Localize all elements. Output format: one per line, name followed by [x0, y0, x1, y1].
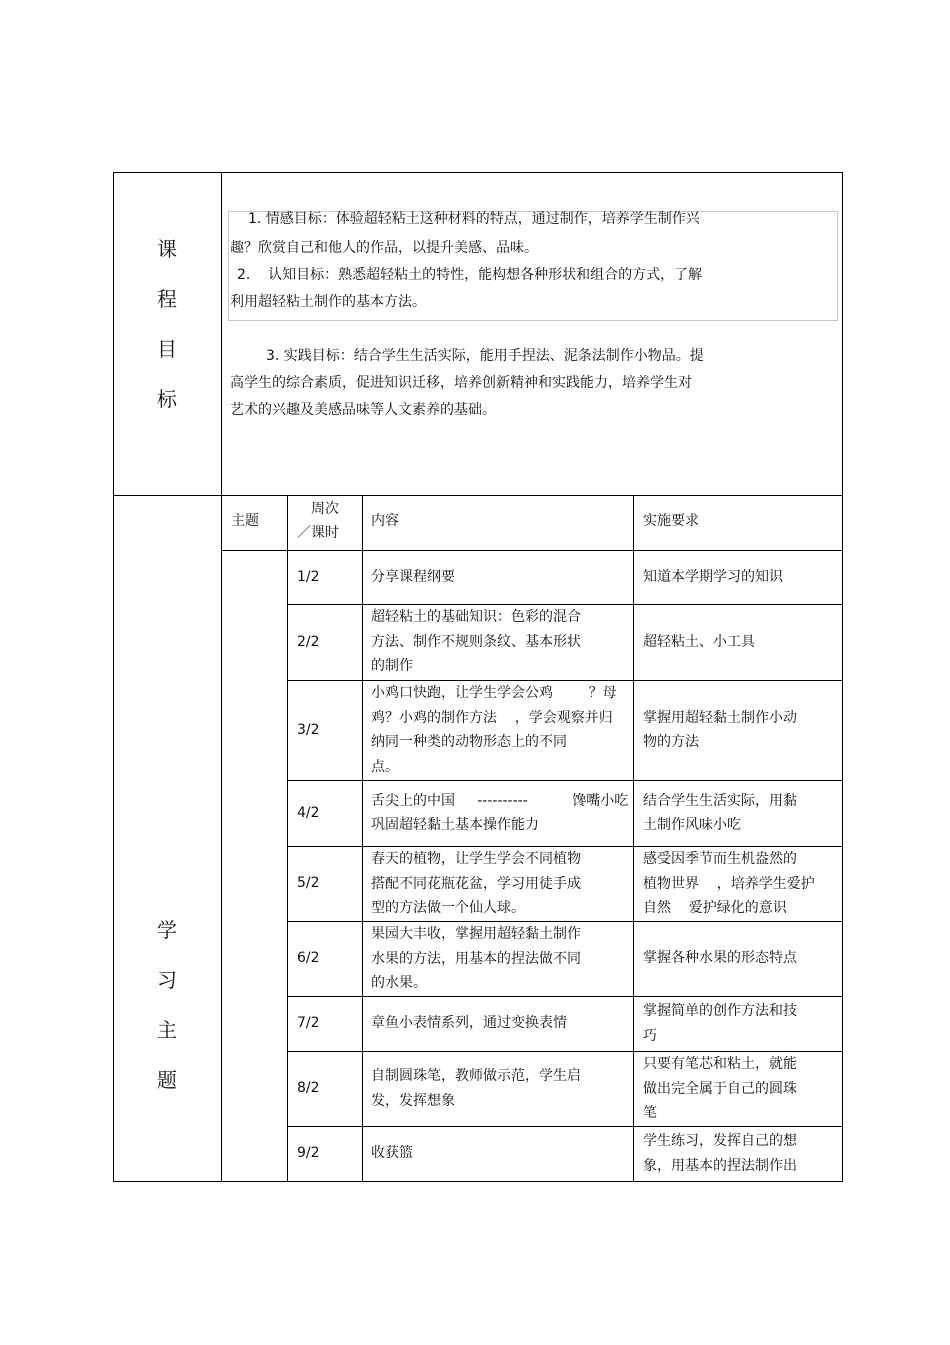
- table-border-left: [113, 172, 114, 1182]
- week-cell: 2/2: [297, 633, 320, 650]
- content-cell-line: 搭配不同花瓶花盆，学习用徒手成: [371, 875, 581, 892]
- requirement-cell-line: 做出完全属于自己的圆珠: [643, 1080, 797, 1097]
- content-cell-line: 小鸡口快跑，让学生学会公鸡 ？母: [371, 685, 617, 701]
- col-divider-content: [633, 495, 634, 1182]
- content-cell-line: 收获篮: [371, 1145, 413, 1162]
- column-header-content: 内容: [371, 513, 399, 529]
- requirement-cell-line: 巧: [643, 1027, 657, 1044]
- table-border-top: [113, 172, 843, 173]
- column-header-topic: 主题: [231, 513, 259, 529]
- row-divider: [221, 550, 843, 551]
- requirement-cell-line: 掌握简单的创作方法和技: [643, 1003, 797, 1019]
- requirement-cell-line: 物的方法: [643, 734, 699, 750]
- table-border-bottom: [113, 1181, 843, 1182]
- requirement-cell-line: 知道本学期学习的知识: [643, 568, 783, 585]
- col-divider-week: [362, 495, 363, 1182]
- content-cell-line: 春天的植物，让学生学会不同植物: [371, 851, 581, 867]
- goal-cognitive-line2: 利用超轻粘土制作的基本方法。: [230, 294, 426, 310]
- content-cell-line: 果园大丰收，掌握用超轻黏土制作: [371, 926, 581, 942]
- row-divider: [287, 1126, 843, 1127]
- week-cell: 9/2: [297, 1145, 320, 1162]
- goal-affective-line1: 1. 情感目标：体验超轻粘土这种材料的特点，通过制作，培养学生制作兴: [248, 211, 700, 227]
- requirement-cell-line: 自然 爱护绿化的意识: [643, 900, 787, 916]
- study-header-char: 题: [157, 1068, 177, 1092]
- content-cell-line: 的水果。: [371, 975, 427, 991]
- requirement-cell-line: 象，用基本的捏法制作出: [643, 1157, 797, 1174]
- row-divider: [287, 996, 843, 997]
- content-cell-line: 发，发挥想象: [371, 1092, 455, 1109]
- requirement-cell-line: 掌握用超轻黏土制作小动: [643, 709, 797, 726]
- requirement-cell-line: 植物世界 ，培养学生爱护: [643, 875, 815, 892]
- requirement-cell-line: 掌握各种水果的形态特点: [643, 950, 797, 967]
- column-header-week: 周次: [311, 501, 339, 517]
- week-cell: 6/2: [297, 950, 320, 967]
- week-cell: 4/2: [297, 804, 320, 821]
- table-border-right: [842, 172, 843, 1182]
- content-cell-line: 自制圆珠笔，教师做示范，学生启: [371, 1068, 581, 1084]
- requirement-cell-line: 只要有笔芯和粘土，就能: [643, 1056, 797, 1072]
- header-column-divider: [221, 172, 222, 1182]
- study-header-char: 习: [157, 968, 177, 992]
- goals-header-char: 目: [157, 337, 177, 361]
- study-header-char: 主: [157, 1018, 177, 1042]
- content-cell-line: 舌尖上的中国 ---------- 馋嘴小吃: [371, 792, 629, 809]
- week-cell: 8/2: [297, 1080, 320, 1097]
- week-cell: 3/2: [297, 721, 320, 738]
- requirement-cell-line: 学生练习，发挥自己的想: [643, 1133, 797, 1149]
- goals-header-char: 程: [157, 287, 177, 311]
- week-cell: 1/2: [297, 568, 320, 585]
- week-cell: 5/2: [297, 875, 320, 892]
- goal-practice-line2: 高学生的综合素质，促进知识迁移，培养创新精神和实践能力，培养学生对: [230, 375, 692, 391]
- requirement-cell-line: 结合学生生活实际，用黏: [643, 792, 797, 809]
- study-header-char: 学: [157, 918, 177, 942]
- content-cell-line: 鸡？小鸡的制作方法 ，学会观察并归: [371, 709, 613, 726]
- requirement-cell-line: 笔: [643, 1105, 657, 1121]
- content-cell-line: 巩固超轻黏土基本操作能力: [371, 817, 539, 833]
- week-cell: 7/2: [297, 1015, 320, 1032]
- goal-cognitive-line1: 2. 认知目标：熟悉超轻粘土的特性，能构想各种形状和组合的方式，了解: [237, 267, 703, 283]
- content-cell-line: 型的方法做一个仙人球。: [371, 900, 525, 916]
- content-cell-line: 方法、制作不规则条纹、基本形状: [371, 633, 581, 650]
- column-header-requirement: 实施要求: [643, 513, 699, 529]
- content-cell-line: 分享课程纲要: [371, 568, 455, 585]
- requirement-cell-line: 感受因季节而生机盎然的: [643, 851, 797, 867]
- column-header-week: ／课时: [297, 525, 339, 541]
- content-cell-line: 章鱼小表情系列，通过变换表情: [371, 1015, 567, 1032]
- goal-practice-line1: 3. 实践目标：结合学生生活实际，能用手捏法、泥条法制作小物品。提: [266, 348, 704, 364]
- content-cell-line: 的制作: [371, 658, 413, 675]
- section-divider: [113, 495, 843, 496]
- goals-header-char: 标: [157, 387, 177, 411]
- content-cell-line: 水果的方法，用基本的捏法做不同: [371, 950, 581, 967]
- goals-header-char: 课: [157, 237, 177, 261]
- content-cell-line: 纳同一种类的动物形态上的不同: [371, 734, 567, 750]
- goal-affective-line2: 趣？欣赏自己和他人的作品，以提升美感、品味。: [230, 240, 538, 256]
- col-divider-topic: [287, 495, 288, 1182]
- requirement-cell-line: 土制作风味小吃: [643, 817, 741, 833]
- row-divider: [287, 780, 843, 781]
- goal-practice-line3: 艺术的兴趣及美感品味等人文素养的基础。: [230, 402, 496, 418]
- requirement-cell-line: 超轻粘土、小工具: [643, 633, 755, 650]
- content-cell-line: 超轻粘土的基础知识：色彩的混合: [371, 609, 581, 626]
- content-cell-line: 点。: [371, 758, 399, 775]
